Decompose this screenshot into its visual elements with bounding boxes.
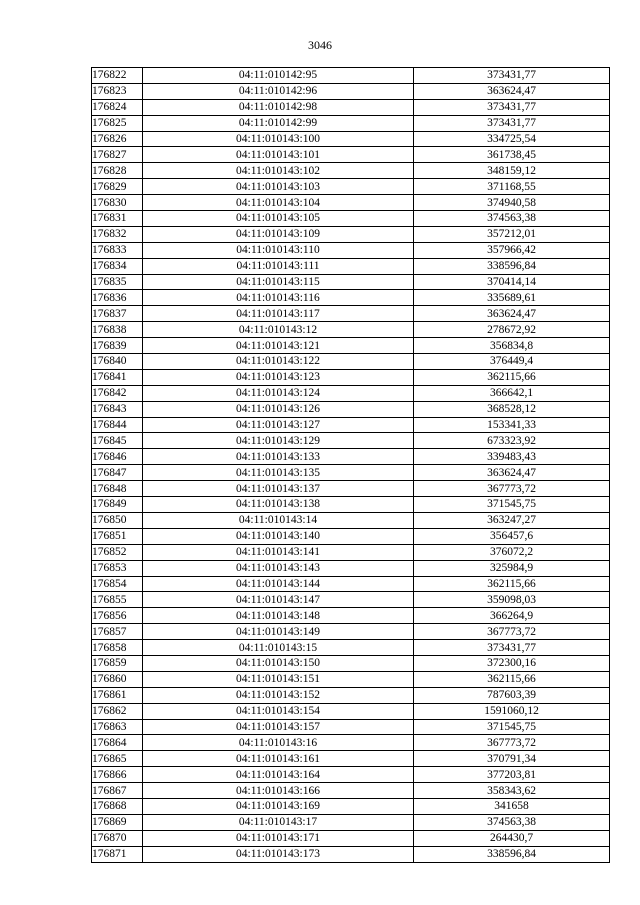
cadastral-value-cell: 363624,47 bbox=[414, 465, 610, 481]
cadastral-value-cell: 374563,38 bbox=[414, 814, 610, 830]
row-number-cell: 176831 bbox=[92, 211, 143, 227]
row-number-cell: 176852 bbox=[92, 544, 143, 560]
table-row bbox=[92, 735, 610, 751]
cadastral-value-table bbox=[91, 67, 610, 863]
cadastral-number-cell: 04:11:010143:109 bbox=[143, 226, 414, 242]
table-row bbox=[92, 338, 610, 354]
cadastral-value-cell: 368528,12 bbox=[414, 401, 610, 417]
row-number-cell: 176833 bbox=[92, 242, 143, 258]
page-number: 3046 bbox=[308, 38, 332, 52]
table-row bbox=[92, 703, 610, 719]
table-row bbox=[92, 354, 610, 370]
cadastral-number-cell: 04:11:010143:110 bbox=[143, 242, 414, 258]
table-row bbox=[92, 576, 610, 592]
cadastral-value-cell: 373431,77 bbox=[414, 68, 610, 84]
cadastral-value-cell: 373431,77 bbox=[414, 99, 610, 115]
table-row bbox=[92, 497, 610, 513]
cadastral-number-cell: 04:11:010143:171 bbox=[143, 830, 414, 846]
cadastral-number-cell: 04:11:010143:148 bbox=[143, 608, 414, 624]
cadastral-value-cell: 373431,77 bbox=[414, 640, 610, 656]
row-number-cell: 176855 bbox=[92, 592, 143, 608]
table-row bbox=[92, 640, 610, 656]
cadastral-value-cell: 153341,33 bbox=[414, 417, 610, 433]
row-number-cell: 176826 bbox=[92, 131, 143, 147]
cadastral-value-cell: 357212,01 bbox=[414, 226, 610, 242]
cadastral-value-cell: 361738,45 bbox=[414, 147, 610, 163]
row-number-cell: 176863 bbox=[92, 719, 143, 735]
cadastral-value-cell: 325984,9 bbox=[414, 560, 610, 576]
cadastral-value-cell: 367773,72 bbox=[414, 735, 610, 751]
row-number-cell: 176825 bbox=[92, 115, 143, 131]
cadastral-value-cell: 367773,72 bbox=[414, 481, 610, 497]
cadastral-value-cell: 356457,6 bbox=[414, 528, 610, 544]
row-number-cell: 176847 bbox=[92, 465, 143, 481]
table-row bbox=[92, 751, 610, 767]
cadastral-number-cell: 04:11:010143:144 bbox=[143, 576, 414, 592]
table-row bbox=[92, 798, 610, 814]
table-row bbox=[92, 481, 610, 497]
cadastral-number-cell: 04:11:010143:129 bbox=[143, 433, 414, 449]
table-row bbox=[92, 687, 610, 703]
row-number-cell: 176864 bbox=[92, 735, 143, 751]
cadastral-value-cell: 357966,42 bbox=[414, 242, 610, 258]
table-row bbox=[92, 322, 610, 338]
cadastral-number-cell: 04:11:010143:104 bbox=[143, 195, 414, 211]
cadastral-value-cell: 366264,9 bbox=[414, 608, 610, 624]
row-number-cell: 176860 bbox=[92, 671, 143, 687]
row-number-cell: 176836 bbox=[92, 290, 143, 306]
cadastral-number-cell: 04:11:010143:152 bbox=[143, 687, 414, 703]
row-number-cell: 176837 bbox=[92, 306, 143, 322]
row-number-cell: 176828 bbox=[92, 163, 143, 179]
cadastral-number-cell: 04:11:010143:127 bbox=[143, 417, 414, 433]
row-number-cell: 176839 bbox=[92, 338, 143, 354]
row-number-cell: 176856 bbox=[92, 608, 143, 624]
cadastral-number-cell: 04:11:010142:95 bbox=[143, 68, 414, 84]
cadastral-value-cell: 1591060,12 bbox=[414, 703, 610, 719]
cadastral-number-cell: 04:11:010143:164 bbox=[143, 767, 414, 783]
table-row bbox=[92, 719, 610, 735]
cadastral-value-cell: 338596,84 bbox=[414, 846, 610, 862]
row-number-cell: 176823 bbox=[92, 83, 143, 99]
table-row bbox=[92, 433, 610, 449]
cadastral-number-cell: 04:11:010143:115 bbox=[143, 274, 414, 290]
cadastral-number-cell: 04:11:010143:105 bbox=[143, 211, 414, 227]
cadastral-number-cell: 04:11:010142:98 bbox=[143, 99, 414, 115]
row-number-cell: 176840 bbox=[92, 354, 143, 370]
row-number-cell: 176830 bbox=[92, 195, 143, 211]
cadastral-number-cell: 04:11:010143:154 bbox=[143, 703, 414, 719]
table-row bbox=[92, 814, 610, 830]
cadastral-value-cell: 377203,81 bbox=[414, 767, 610, 783]
cadastral-number-cell: 04:11:010143:150 bbox=[143, 655, 414, 671]
cadastral-value-cell: 366642,1 bbox=[414, 385, 610, 401]
cadastral-value-cell: 264430,7 bbox=[414, 830, 610, 846]
cadastral-number-cell: 04:11:010142:99 bbox=[143, 115, 414, 131]
cadastral-number-cell: 04:11:010143:14 bbox=[143, 512, 414, 528]
cadastral-number-cell: 04:11:010143:15 bbox=[143, 640, 414, 656]
cadastral-number-cell: 04:11:010143:124 bbox=[143, 385, 414, 401]
row-number-cell: 176859 bbox=[92, 655, 143, 671]
row-number-cell: 176868 bbox=[92, 798, 143, 814]
row-number-cell: 176848 bbox=[92, 481, 143, 497]
cadastral-value-cell: 363624,47 bbox=[414, 306, 610, 322]
row-number-cell: 176866 bbox=[92, 767, 143, 783]
cadastral-number-cell: 04:11:010143:157 bbox=[143, 719, 414, 735]
cadastral-number-cell: 04:11:010143:103 bbox=[143, 179, 414, 195]
cadastral-number-cell: 04:11:010143:149 bbox=[143, 624, 414, 640]
cadastral-value-cell: 358343,62 bbox=[414, 783, 610, 799]
table-row bbox=[92, 115, 610, 131]
cadastral-value-cell: 359098,03 bbox=[414, 592, 610, 608]
table-row bbox=[92, 147, 610, 163]
table-row bbox=[92, 783, 610, 799]
cadastral-value-cell: 363624,47 bbox=[414, 83, 610, 99]
cadastral-number-cell: 04:11:010143:133 bbox=[143, 449, 414, 465]
cadastral-value-cell: 278672,92 bbox=[414, 322, 610, 338]
cadastral-number-cell: 04:11:010143:166 bbox=[143, 783, 414, 799]
table-row bbox=[92, 369, 610, 385]
cadastral-number-cell: 04:11:010143:116 bbox=[143, 290, 414, 306]
table-row bbox=[92, 83, 610, 99]
cadastral-number-cell: 04:11:010143:138 bbox=[143, 497, 414, 513]
table-row bbox=[92, 226, 610, 242]
cadastral-number-cell: 04:11:010143:173 bbox=[143, 846, 414, 862]
cadastral-value-cell: 371545,75 bbox=[414, 497, 610, 513]
table-row bbox=[92, 401, 610, 417]
cadastral-value-cell: 341658 bbox=[414, 798, 610, 814]
row-number-cell: 176845 bbox=[92, 433, 143, 449]
cadastral-number-cell: 04:11:010143:126 bbox=[143, 401, 414, 417]
cadastral-number-cell: 04:11:010143:161 bbox=[143, 751, 414, 767]
cadastral-value-cell: 362115,66 bbox=[414, 576, 610, 592]
table-row bbox=[92, 671, 610, 687]
row-number-cell: 176861 bbox=[92, 687, 143, 703]
cadastral-value-cell: 335689,61 bbox=[414, 290, 610, 306]
table-row bbox=[92, 417, 610, 433]
table-row bbox=[92, 528, 610, 544]
table-row bbox=[92, 560, 610, 576]
row-number-cell: 176862 bbox=[92, 703, 143, 719]
cadastral-number-cell: 04:11:010143:123 bbox=[143, 369, 414, 385]
row-number-cell: 176829 bbox=[92, 179, 143, 195]
row-number-cell: 176870 bbox=[92, 830, 143, 846]
row-number-cell: 176827 bbox=[92, 147, 143, 163]
table-row bbox=[92, 385, 610, 401]
cadastral-value-cell: 362115,66 bbox=[414, 369, 610, 385]
table-row bbox=[92, 608, 610, 624]
table-row bbox=[92, 830, 610, 846]
cadastral-value-cell: 334725,54 bbox=[414, 131, 610, 147]
table-row bbox=[92, 592, 610, 608]
cadastral-number-cell: 04:11:010143:135 bbox=[143, 465, 414, 481]
cadastral-value-cell: 376449,4 bbox=[414, 354, 610, 370]
row-number-cell: 176853 bbox=[92, 560, 143, 576]
cadastral-number-cell: 04:11:010143:111 bbox=[143, 258, 414, 274]
cadastral-value-cell: 339483,43 bbox=[414, 449, 610, 465]
row-number-cell: 176822 bbox=[92, 68, 143, 84]
cadastral-value-cell: 374563,38 bbox=[414, 211, 610, 227]
cadastral-number-cell: 04:11:010143:141 bbox=[143, 544, 414, 560]
table-row bbox=[92, 163, 610, 179]
cadastral-value-cell: 363247,27 bbox=[414, 512, 610, 528]
cadastral-value-cell: 787603,39 bbox=[414, 687, 610, 703]
cadastral-number-cell: 04:11:010143:122 bbox=[143, 354, 414, 370]
cadastral-number-cell: 04:11:010143:100 bbox=[143, 131, 414, 147]
cadastral-number-cell: 04:11:010143:17 bbox=[143, 814, 414, 830]
row-number-cell: 176842 bbox=[92, 385, 143, 401]
cadastral-value-cell: 356834,8 bbox=[414, 338, 610, 354]
table-body bbox=[92, 68, 610, 863]
cadastral-number-cell: 04:11:010143:147 bbox=[143, 592, 414, 608]
row-number-cell: 176838 bbox=[92, 322, 143, 338]
cadastral-number-cell: 04:11:010143:140 bbox=[143, 528, 414, 544]
cadastral-value-cell: 372300,16 bbox=[414, 655, 610, 671]
row-number-cell: 176835 bbox=[92, 274, 143, 290]
table-row bbox=[92, 290, 610, 306]
cadastral-number-cell: 04:11:010143:121 bbox=[143, 338, 414, 354]
row-number-cell: 176834 bbox=[92, 258, 143, 274]
row-number-cell: 176843 bbox=[92, 401, 143, 417]
cadastral-value-cell: 371168,55 bbox=[414, 179, 610, 195]
table-row bbox=[92, 179, 610, 195]
cadastral-value-cell: 374940,58 bbox=[414, 195, 610, 211]
row-number-cell: 176871 bbox=[92, 846, 143, 862]
table-row bbox=[92, 131, 610, 147]
cadastral-number-cell: 04:11:010143:16 bbox=[143, 735, 414, 751]
table-row bbox=[92, 211, 610, 227]
table-row bbox=[92, 465, 610, 481]
cadastral-number-cell: 04:11:010142:96 bbox=[143, 83, 414, 99]
table-row bbox=[92, 767, 610, 783]
cadastral-number-cell: 04:11:010143:12 bbox=[143, 322, 414, 338]
row-number-cell: 176869 bbox=[92, 814, 143, 830]
row-number-cell: 176844 bbox=[92, 417, 143, 433]
table-row bbox=[92, 655, 610, 671]
table-row bbox=[92, 544, 610, 560]
table-row bbox=[92, 274, 610, 290]
row-number-cell: 176865 bbox=[92, 751, 143, 767]
cadastral-value-cell: 338596,84 bbox=[414, 258, 610, 274]
cadastral-value-cell: 367773,72 bbox=[414, 624, 610, 640]
cadastral-value-cell: 373431,77 bbox=[414, 115, 610, 131]
cadastral-number-cell: 04:11:010143:151 bbox=[143, 671, 414, 687]
row-number-cell: 176841 bbox=[92, 369, 143, 385]
row-number-cell: 176867 bbox=[92, 783, 143, 799]
row-number-cell: 176857 bbox=[92, 624, 143, 640]
table-row bbox=[92, 449, 610, 465]
cadastral-number-cell: 04:11:010143:101 bbox=[143, 147, 414, 163]
cadastral-value-cell: 376072,2 bbox=[414, 544, 610, 560]
cadastral-number-cell: 04:11:010143:143 bbox=[143, 560, 414, 576]
cadastral-number-cell: 04:11:010143:117 bbox=[143, 306, 414, 322]
cadastral-number-cell: 04:11:010143:102 bbox=[143, 163, 414, 179]
table-row bbox=[92, 258, 610, 274]
cadastral-number-cell: 04:11:010143:169 bbox=[143, 798, 414, 814]
cadastral-value-cell: 673323,92 bbox=[414, 433, 610, 449]
row-number-cell: 176854 bbox=[92, 576, 143, 592]
cadastral-number-cell: 04:11:010143:137 bbox=[143, 481, 414, 497]
table-row bbox=[92, 624, 610, 640]
cadastral-value-cell: 348159,12 bbox=[414, 163, 610, 179]
row-number-cell: 176858 bbox=[92, 640, 143, 656]
row-number-cell: 176850 bbox=[92, 512, 143, 528]
table-row bbox=[92, 512, 610, 528]
cadastral-value-cell: 371545,75 bbox=[414, 719, 610, 735]
cadastral-value-cell: 370791,34 bbox=[414, 751, 610, 767]
row-number-cell: 176824 bbox=[92, 99, 143, 115]
table-row bbox=[92, 306, 610, 322]
row-number-cell: 176846 bbox=[92, 449, 143, 465]
cadastral-value-cell: 362115,66 bbox=[414, 671, 610, 687]
table-row bbox=[92, 99, 610, 115]
table-row bbox=[92, 195, 610, 211]
row-number-cell: 176851 bbox=[92, 528, 143, 544]
table-row bbox=[92, 846, 610, 862]
table-row bbox=[92, 242, 610, 258]
table-row bbox=[92, 68, 610, 84]
row-number-cell: 176849 bbox=[92, 497, 143, 513]
row-number-cell: 176832 bbox=[92, 226, 143, 242]
cadastral-value-cell: 370414,14 bbox=[414, 274, 610, 290]
